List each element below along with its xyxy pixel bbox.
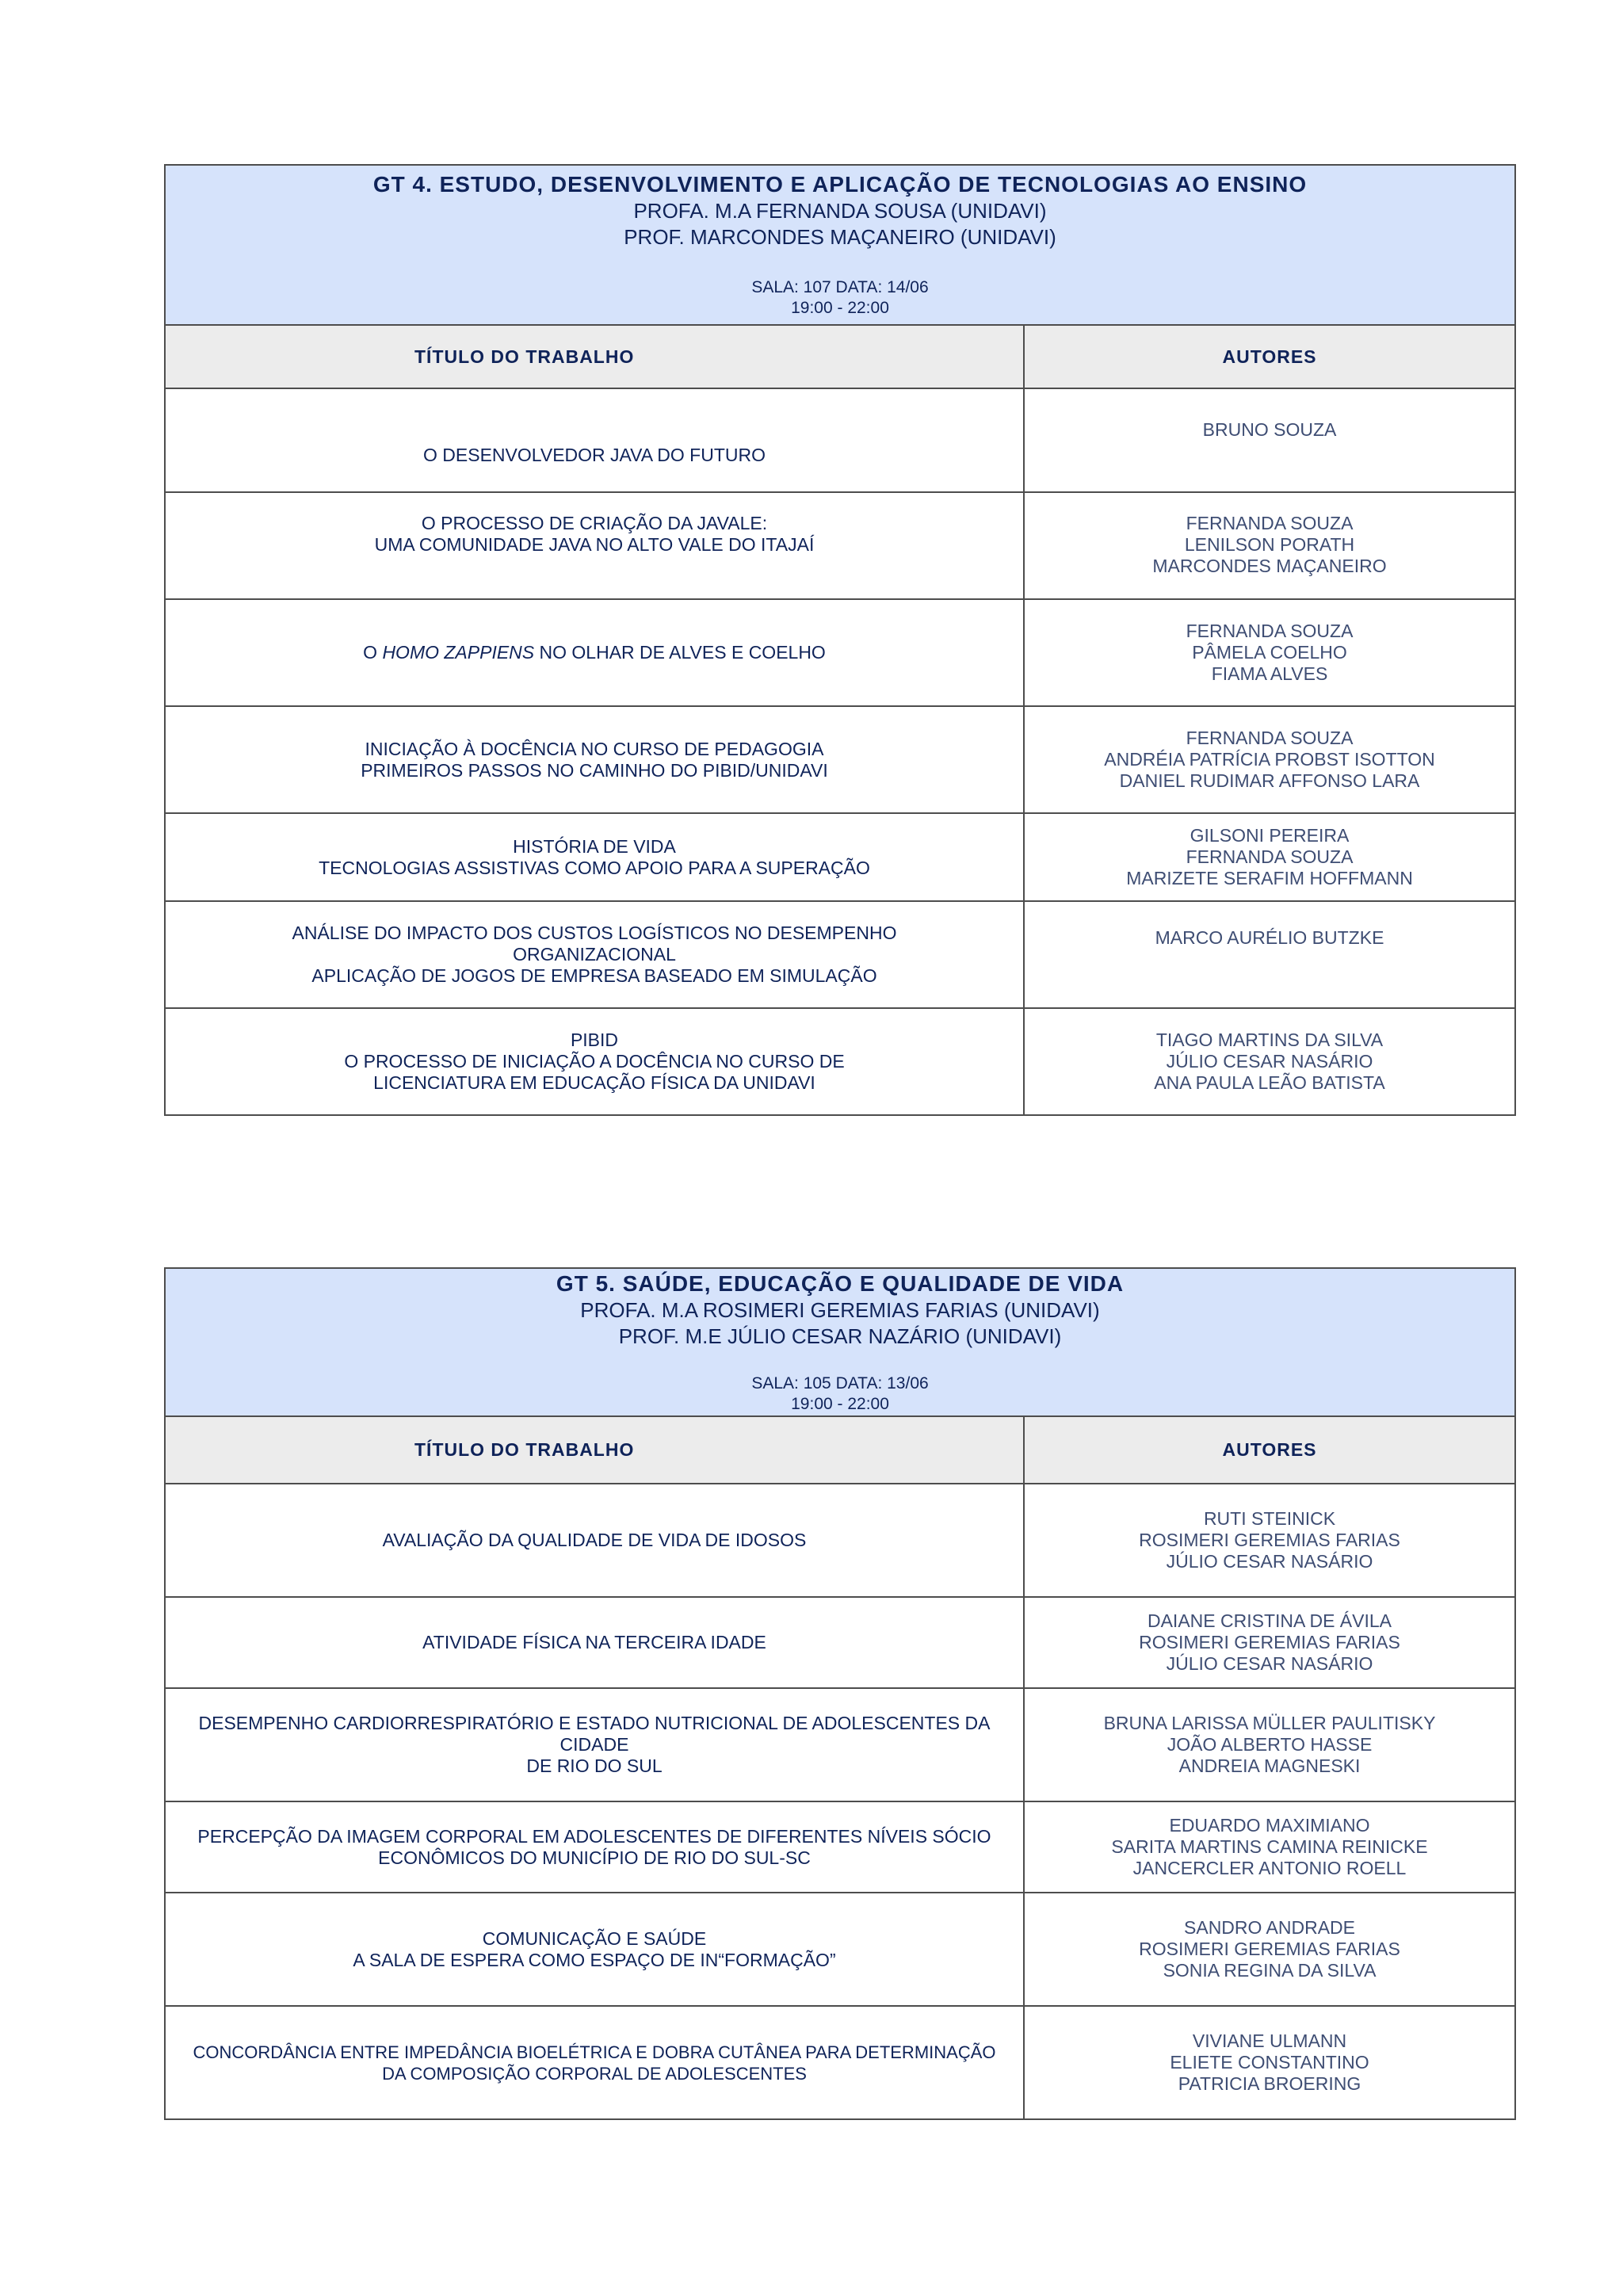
paper-authors: BRUNO SOUZA: [1024, 388, 1515, 492]
table-row: [165, 388, 1515, 492]
paper-authors: DAIANE CRISTINA DE ÁVILA ROSIMERI GEREMIAS FARIAS JÚLIO CESAR NASÁRIO: [1024, 1597, 1515, 1688]
paper-title: HISTÓRIA DE VIDA TECNOLOGIAS ASSISTIVAS COMO APOIO PARA A SUPERAÇÃO: [165, 813, 1024, 901]
paper-title: O PROCESSO DE CRIAÇÃO DA JAVALE: UMA COMUNIDADE JAVA NO ALTO VALE DO ITAJAÍ: [165, 492, 1024, 599]
gt4-col-authors: AUTORES: [1024, 325, 1515, 388]
gt4-heading: GT 4. ESTUDO, DESENVOLVIMENTO E APLICAÇÃO DE TECNOLOGIAS AO ENSINO: [372, 172, 1308, 197]
table-row: [165, 706, 1515, 813]
paper-authors: TIAGO MARTINS DA SILVA JÚLIO CESAR NASÁRIO ANA PAULA LEÃO BATISTA: [1024, 1008, 1515, 1115]
paper-title: PIBID O PROCESSO DE INICIAÇÃO A DOCÊNCIA NO CURSO DE LICENCIATURA EM EDUCAÇÃO FÍSICA DA UNIDAVI: [165, 1008, 1024, 1115]
table-row: [165, 1893, 1515, 2006]
gt5-col-title: TÍTULO DO TRABALHO: [165, 1416, 1024, 1484]
paper-title: CONCORDÂNCIA ENTRE IMPEDÂNCIA BIOELÉTRICA E DOBRA CUTÂNEA PARA DETERMINAÇÃO DA COMPOSIÇÃO CORPORAL DE ADOLESCENTES: [165, 2006, 1024, 2119]
table-row: [165, 492, 1515, 599]
paper-authors: BRUNA LARISSA MÜLLER PAULITISKY JOÃO ALBERTO HASSE ANDREIA MAGNESKI: [1024, 1688, 1515, 1801]
table-row: [165, 1597, 1515, 1688]
table-row: [165, 1484, 1515, 1597]
paper-authors: FERNANDA SOUZA LENILSON PORATH MARCONDES MAÇANEIRO: [1024, 492, 1515, 599]
gt5-session: SALA: 105 DATA: 13/06: [751, 1373, 929, 1392]
paper-authors: MARCO AURÉLIO BUTZKE: [1024, 901, 1515, 1008]
gt5-heading: GT 5. SAÚDE, EDUCAÇÃO E QUALIDADE DE VIDA: [556, 1270, 1125, 1296]
paper-authors: VIVIANE ULMANN ELIETE CONSTANTINO PATRICIA BROERING: [1024, 2006, 1515, 2119]
paper-title: O DESENVOLVEDOR JAVA DO FUTURO: [165, 388, 1024, 492]
paper-title: AVALIAÇÃO DA QUALIDADE DE VIDA DE IDOSOS: [165, 1484, 1024, 1597]
gt5-coordinator-2: PROF. M.E JÚLIO CESAR NAZÁRIO (UNIDAVI): [618, 1324, 1062, 1348]
table-row: [165, 2006, 1515, 2119]
gt4-col-title: TÍTULO DO TRABALHO: [165, 325, 1024, 388]
paper-authors: RUTI STEINICK ROSIMERI GEREMIAS FARIAS JÚLIO CESAR NASÁRIO: [1024, 1484, 1515, 1597]
paper-title: ATIVIDADE FÍSICA NA TERCEIRA IDADE: [165, 1597, 1024, 1688]
gt5-col-authors: AUTORES: [1024, 1416, 1515, 1484]
gt5-coordinator-1: PROFA. M.A ROSIMERI GEREMIAS FARIAS (UNIDAVI): [580, 1297, 1100, 1322]
paper-authors: FERNANDA SOUZA ANDRÉIA PATRÍCIA PROBST ISOTTON DANIEL RUDIMAR AFFONSO LARA: [1024, 706, 1515, 813]
paper-authors: EDUARDO MAXIMIANO SARITA MARTINS CAMINA REINICKE JANCERCLER ANTONIO ROELL: [1024, 1801, 1515, 1893]
paper-title: O HOMO ZAPPIENS NO OLHAR DE ALVES E COELHO: [165, 599, 1024, 706]
paper-title: PERCEPÇÃO DA IMAGEM CORPORAL EM ADOLESCENTES DE DIFERENTES NÍVEIS SÓCIO ECONÔMICOS DO MUNICÍPIO DE RIO DO SUL-SC: [165, 1801, 1024, 1893]
gt4-table: [164, 164, 1516, 1116]
paper-authors: SANDRO ANDRADE ROSIMERI GEREMIAS FARIAS SONIA REGINA DA SILVA: [1024, 1893, 1515, 2006]
gt4-time: 19:00 - 22:00: [791, 299, 889, 317]
paper-title: COMUNICAÇÃO E SAÚDE A SALA DE ESPERA COMO ESPAÇO DE IN“FORMAÇÃO”: [165, 1893, 1024, 2006]
paper-title: INICIAÇÃO À DOCÊNCIA NO CURSO DE PEDAGOGIA PRIMEIROS PASSOS NO CAMINHO DO PIBID/UNIDAVI: [165, 706, 1024, 813]
gt4-coordinator-2: PROF. MARCONDES MAÇANEIRO (UNIDAVI): [624, 225, 1056, 249]
gt5-table: [164, 1267, 1516, 2120]
gt4-coordinator-1: PROFA. M.A FERNANDA SOUSA (UNIDAVI): [633, 199, 1047, 223]
gt5-header: [165, 1268, 1515, 1416]
paper-title: DESEMPENHO CARDIORRESPIRATÓRIO E ESTADO NUTRICIONAL DE ADOLESCENTES DA CIDADE DE RIO DO SUL: [165, 1688, 1024, 1801]
table-row: [165, 1688, 1515, 1801]
table-row: [165, 901, 1515, 1008]
table-row: [165, 1801, 1515, 1893]
gt4-header: [165, 165, 1515, 325]
paper-title: ANÁLISE DO IMPACTO DOS CUSTOS LOGÍSTICOS NO DESEMPENHO ORGANIZACIONAL APLICAÇÃO DE JOGOS DE EMPRESA BASEADO EM SIMULAÇÃO: [165, 901, 1024, 1008]
italic-term: HOMO ZAPPIENS: [382, 642, 535, 663]
table-row: [165, 1008, 1515, 1115]
paper-authors: FERNANDA SOUZA PÂMELA COELHO FIAMA ALVES: [1024, 599, 1515, 706]
paper-authors: GILSONI PEREIRA FERNANDA SOUZA MARIZETE SERAFIM HOFFMANN: [1024, 813, 1515, 901]
table-row: [165, 813, 1515, 901]
gt4-session: SALA: 107 DATA: 14/06: [751, 278, 929, 296]
table-row: [165, 599, 1515, 706]
gt5-time: 19:00 - 22:00: [791, 1394, 889, 1413]
